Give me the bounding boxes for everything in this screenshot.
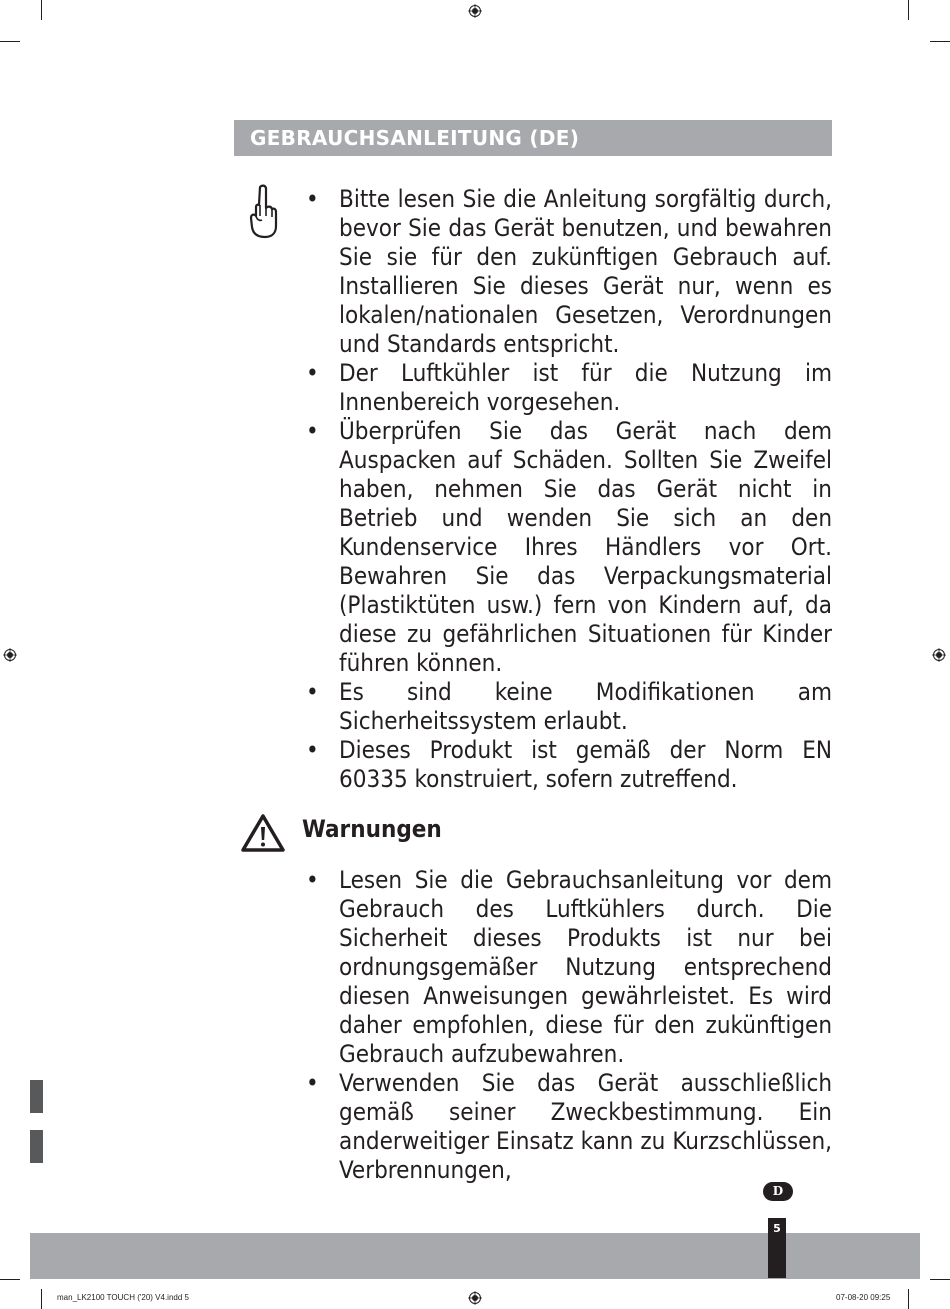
- list-item: • Verwenden Sie das Gerät ausschließlich gemäß seiner Zweckbestimmung. Ein anderweitiger Einsatz kann zu Kurzschlüssen, Verbrennungen,: [302, 1069, 832, 1185]
- side-tab-marker: [30, 1130, 43, 1163]
- pointing-hand-icon: [247, 184, 279, 240]
- section-header-bar: [234, 120, 832, 156]
- crop-mark: [908, 0, 909, 20]
- list-item: • Dieses Produkt ist gemäß der Norm EN 60335 konstruiert, sofern zutreffend.: [302, 736, 832, 794]
- crop-mark: [908, 1289, 909, 1309]
- side-tab-marker: [30, 1080, 43, 1113]
- section-title: GEBRAUCHSANLEITUNG (DE): [250, 126, 580, 150]
- registration-mark-icon: [468, 1291, 482, 1305]
- list-item: • Bitte lesen Sie die Anleitung sorgfältig durch, bevor Sie das Gerät benutzen, und bewahren Sie sie für den zukünftigen Gebrauch auf. Installieren Sie dieses Gerät nur, wenn es lokalen/nationalen Gesetzen, Verordnungen und Standards entspricht.: [302, 185, 832, 359]
- registration-mark-icon: [468, 4, 482, 18]
- list-item: • Es sind keine Modifikationen am Sicherheitssystem erlaubt.: [302, 678, 832, 736]
- warnings-section: [302, 866, 832, 1185]
- warnings-heading: Warnungen: [302, 815, 442, 843]
- crop-mark: [41, 1289, 42, 1309]
- list-item: • Der Luftkühler ist für die Nutzung im Innenbereich vorgesehen.: [302, 359, 832, 417]
- print-slug-datetime: 07-08-20 09:25: [836, 1293, 891, 1302]
- intro-section: [302, 185, 832, 794]
- crop-mark: [930, 1279, 950, 1280]
- footer-bar: [30, 1233, 920, 1279]
- crop-mark: [0, 1279, 20, 1280]
- language-badge: D: [763, 1182, 793, 1201]
- warning-triangle-icon: [240, 813, 286, 853]
- registration-mark-icon: [932, 648, 946, 662]
- print-slug-file: man_LK2100 TOUCH ('20) V4.indd 5: [57, 1293, 189, 1302]
- crop-mark: [41, 0, 42, 20]
- page-number-box: [768, 1218, 786, 1278]
- list-item: • Überprüfen Sie das Gerät nach dem Auspacken auf Schäden. Sollten Sie Zweifel haben, nehmen Sie das Gerät nicht in Betrieb und wenden Sie sich an den Kundenservice Ihres Händlers vor Ort. Bewahren Sie das Verpackungsmaterial (Plastiktüten usw.) fern von Kindern auf, da diese zu gefährlichen Situationen für Kinder führen können.: [302, 417, 832, 678]
- page-number: 5: [773, 1222, 781, 1235]
- crop-mark: [930, 41, 950, 42]
- list-item: • Lesen Sie die Gebrauchsanleitung vor dem Gebrauch des Luftkühlers durch. Die Sicherheit dieses Produkts ist nur bei ordnungsgemäßer Nutzung entsprechend diesen Anweisungen gewährleistet. Es wird daher empfohlen, diese für den zukünftigen Gebrauch aufzubewahren.: [302, 866, 832, 1069]
- crop-mark: [0, 41, 20, 42]
- registration-mark-icon: [3, 648, 17, 662]
